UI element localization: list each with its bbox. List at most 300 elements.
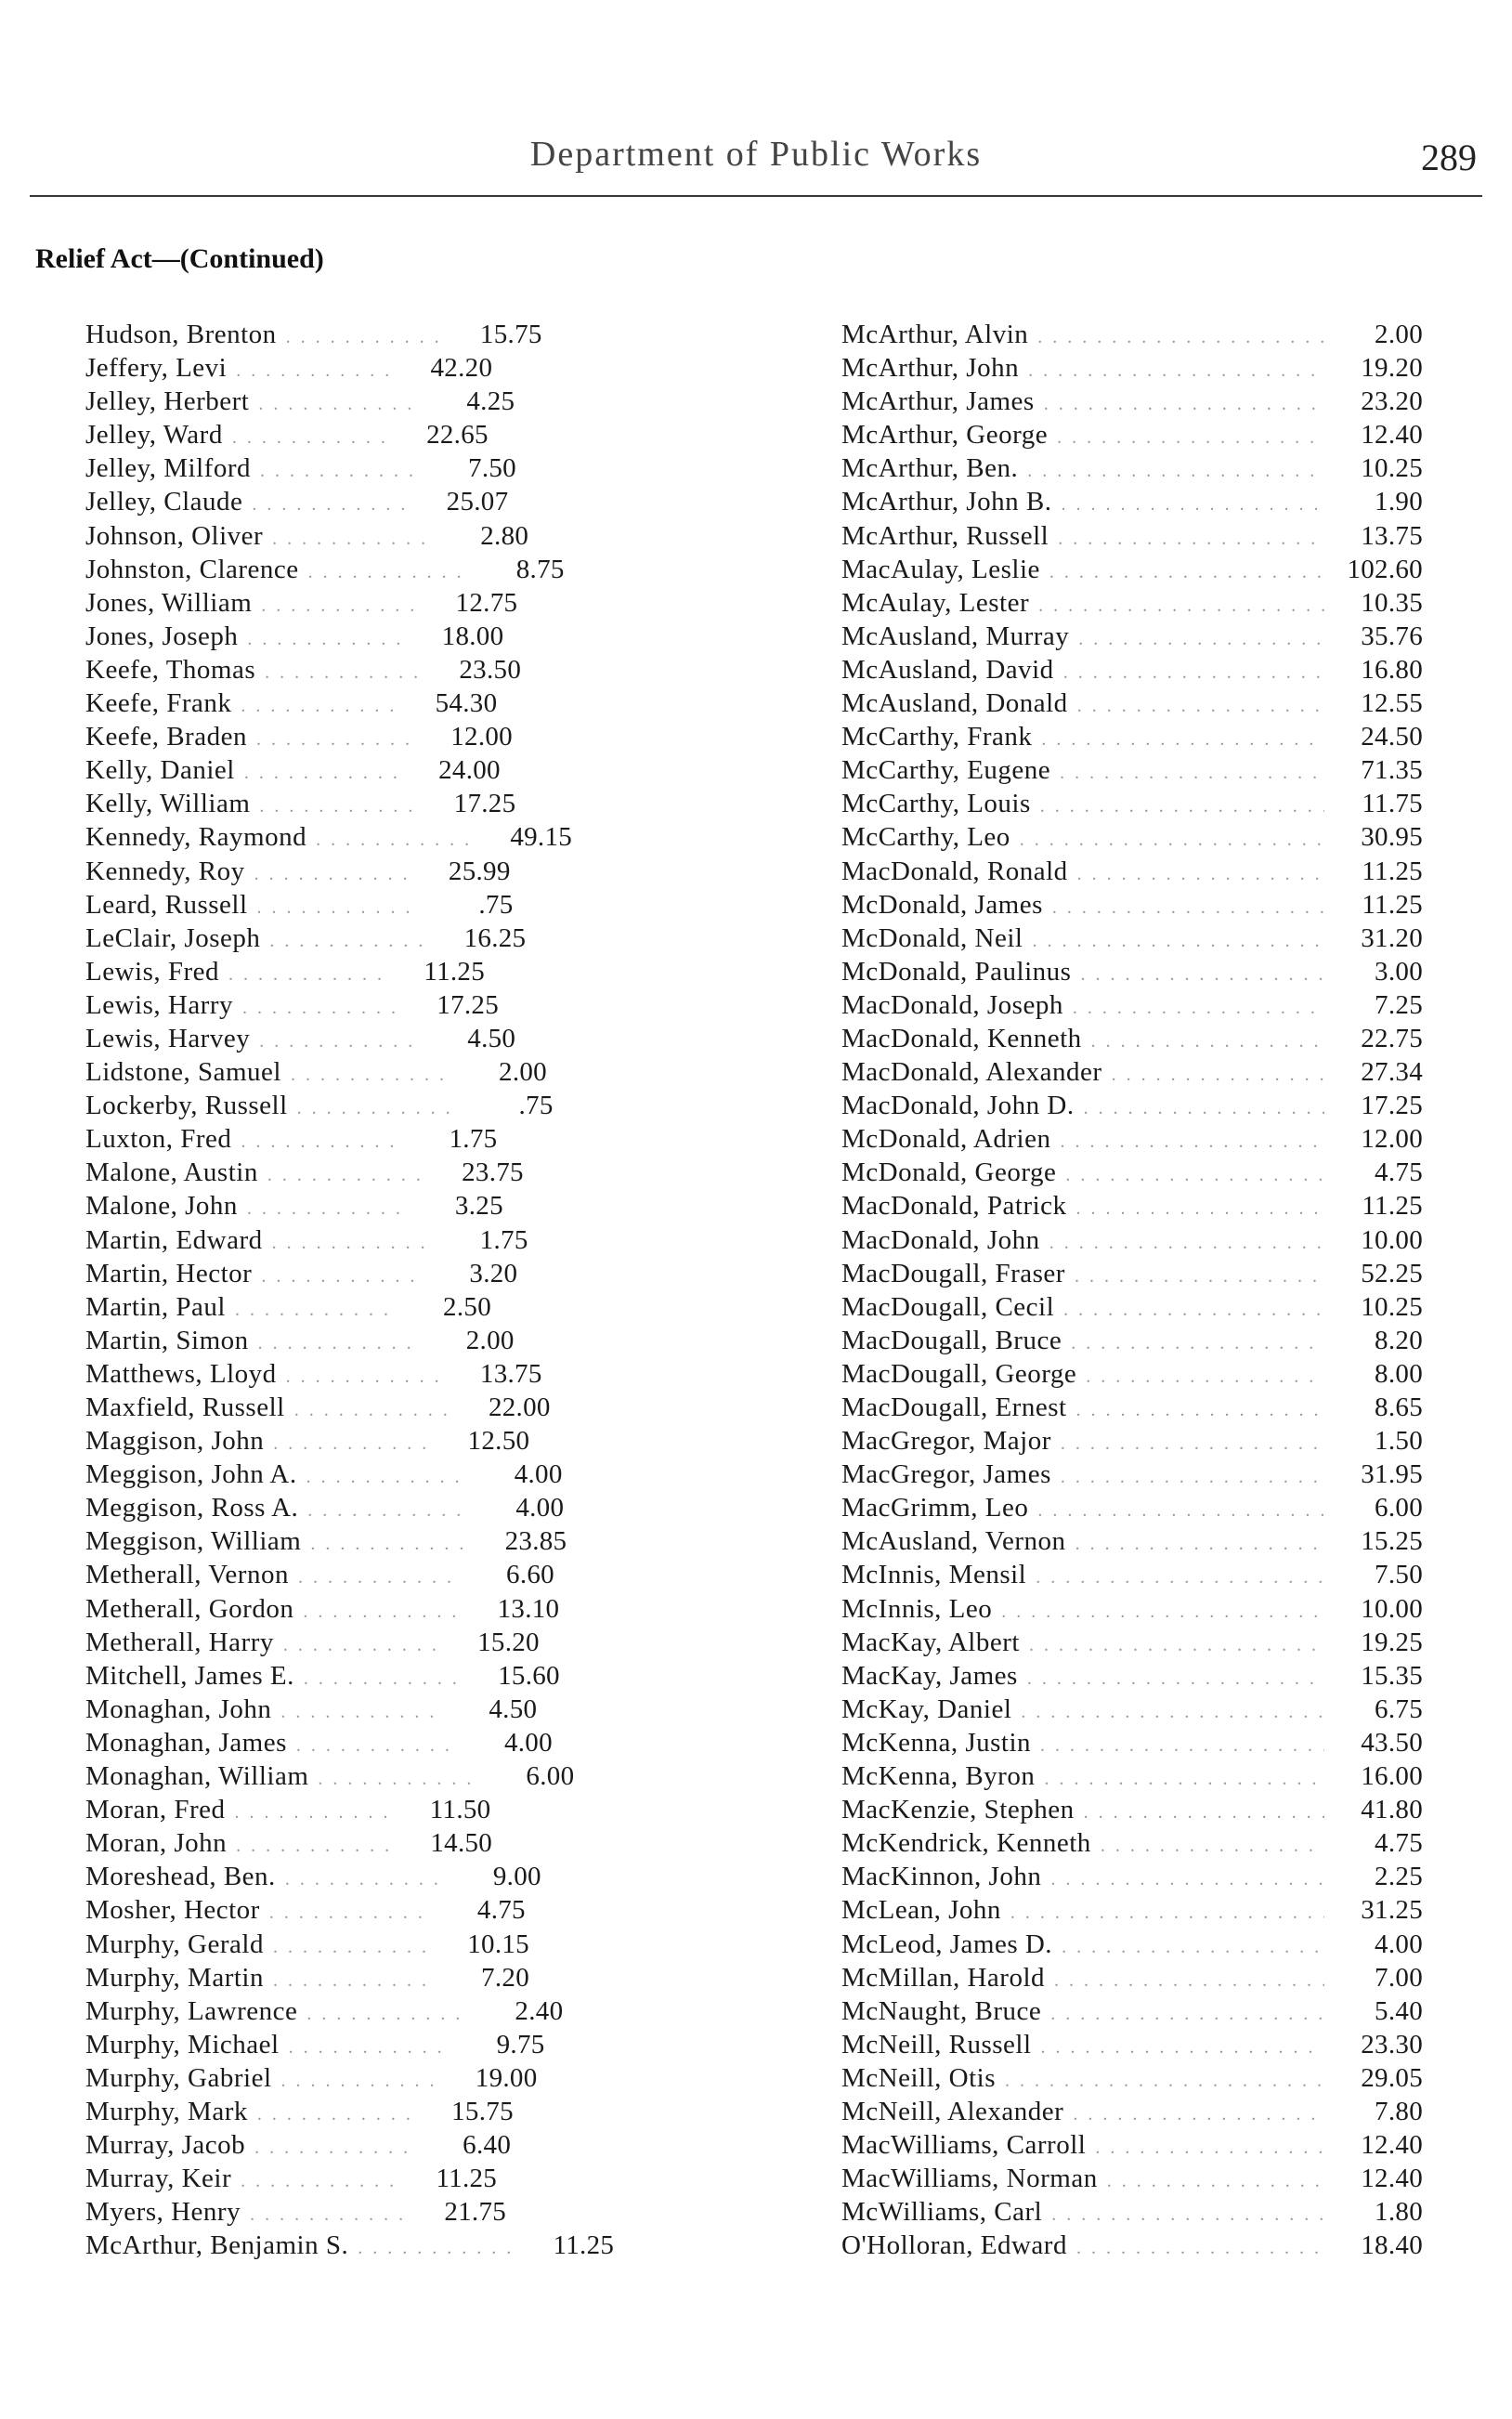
payee-name: MacGregor, James xyxy=(841,1459,1051,1490)
dot-leader xyxy=(256,723,414,756)
list-item xyxy=(85,686,661,720)
dot-leader xyxy=(1020,823,1324,856)
dot-leader xyxy=(298,1561,456,1594)
dot-leader xyxy=(308,556,466,589)
payment-amount: 2.40 xyxy=(515,1995,564,2026)
list-item xyxy=(85,1928,661,1961)
dot-leader xyxy=(1071,1327,1324,1360)
payment-amount: 41.80 xyxy=(1361,1795,1423,1825)
list-item xyxy=(85,1055,661,1089)
payee-name: McInnis, Leo xyxy=(841,1593,993,1624)
dot-leader xyxy=(281,2064,439,2098)
payee-name: Moran, John xyxy=(85,1828,228,1859)
dot-leader xyxy=(296,1729,454,1762)
payee-name: Meggison, William xyxy=(85,1526,302,1557)
payee-name: Lewis, Fred xyxy=(85,956,220,987)
list-item xyxy=(841,855,1423,888)
list-item xyxy=(85,1122,661,1156)
dot-leader xyxy=(254,857,412,891)
dot-leader xyxy=(235,1293,393,1327)
payment-amount: 11.25 xyxy=(1362,856,1423,886)
dot-leader xyxy=(1044,1762,1324,1796)
dot-leader xyxy=(1010,1896,1324,1929)
payment-amount: 10.35 xyxy=(1361,587,1423,618)
dot-leader xyxy=(272,522,430,556)
payment-amount: 54.30 xyxy=(435,688,498,719)
dot-leader xyxy=(306,1460,464,1494)
payee-name: Martin, Edward xyxy=(85,1224,263,1255)
dot-leader xyxy=(247,622,405,656)
list-item xyxy=(85,888,661,922)
list-item xyxy=(841,2028,1423,2061)
list-item xyxy=(85,1626,661,1659)
payee-name: Murray, Keir xyxy=(85,2164,232,2194)
dot-leader xyxy=(1061,1427,1324,1460)
payee-name: MacDougall, Ernest xyxy=(841,1393,1067,1422)
dot-leader xyxy=(1091,1025,1324,1058)
payee-name: Martin, Simon xyxy=(85,1325,249,1355)
payment-amount: 17.25 xyxy=(453,789,516,819)
payment-amount: 52.25 xyxy=(1361,1258,1423,1288)
list-item xyxy=(841,2095,1423,2128)
dot-leader xyxy=(1075,1527,1324,1561)
payee-name: McKenna, Justin xyxy=(841,1727,1032,1758)
payee-name: Matthews, Lloyd xyxy=(85,1358,277,1389)
list-item xyxy=(841,2061,1423,2095)
dot-leader xyxy=(254,2131,412,2164)
dot-leader xyxy=(265,656,423,689)
payment-amount: 7.50 xyxy=(1375,1560,1423,1590)
payee-name: McArthur, Benjamin S. xyxy=(85,2230,349,2261)
payee-name: Moran, Fred xyxy=(85,1795,226,1825)
list-item xyxy=(85,1424,661,1458)
dot-leader xyxy=(1028,354,1324,387)
dot-leader xyxy=(310,1527,468,1561)
list-item xyxy=(841,1089,1423,1122)
payment-amount: 4.50 xyxy=(467,1023,516,1053)
list-item xyxy=(841,1626,1423,1659)
dot-leader xyxy=(294,1393,452,1427)
payment-amount: 17.25 xyxy=(437,989,500,1020)
payee-name: Jeffery, Levi xyxy=(85,353,228,384)
dot-leader xyxy=(236,1829,394,1863)
list-item xyxy=(841,1928,1423,1961)
payee-name: Maxfield, Russell xyxy=(85,1393,285,1422)
dot-leader xyxy=(1058,522,1324,556)
list-item xyxy=(841,1424,1423,1458)
dot-leader xyxy=(280,1695,438,1729)
payment-amount: 16.00 xyxy=(1361,1761,1423,1792)
list-item xyxy=(841,2229,1423,2262)
payment-amount: 30.95 xyxy=(1361,822,1423,853)
list-item xyxy=(841,418,1423,451)
dot-leader xyxy=(285,1863,443,1896)
payee-name: McDonald, Paulinus xyxy=(841,956,1072,987)
payment-amount: 12.75 xyxy=(455,587,518,618)
list-item xyxy=(85,318,661,351)
dot-leader xyxy=(241,1125,398,1158)
payment-amount: 1.50 xyxy=(1375,1426,1423,1457)
list-item xyxy=(85,2229,661,2262)
payee-name: Murphy, Mark xyxy=(85,2096,248,2126)
payee-name: McCarthy, Louis xyxy=(841,789,1031,819)
dot-leader xyxy=(1021,1695,1324,1729)
dot-leader xyxy=(252,488,410,521)
dot-leader xyxy=(1076,2231,1324,2265)
dot-leader xyxy=(261,589,419,622)
payee-name: McArthur, John B. xyxy=(841,487,1052,517)
payee-name: Moreshead, Ben. xyxy=(85,1862,276,1892)
payee-name: Malone, John xyxy=(85,1191,238,1222)
payment-amount: 4.75 xyxy=(476,1895,526,1926)
list-item xyxy=(85,1524,661,1558)
right-column-list xyxy=(841,318,1423,2262)
dot-leader xyxy=(1005,2064,1324,2098)
payee-name: MacDougall, Fraser xyxy=(841,1258,1065,1288)
list-item xyxy=(841,1156,1423,1189)
payment-amount: 9.00 xyxy=(492,1862,541,1892)
payment-amount: 12.00 xyxy=(1361,1124,1423,1155)
dot-leader xyxy=(1044,387,1324,421)
dot-leader xyxy=(258,1327,416,1360)
list-item xyxy=(841,753,1423,787)
payee-name: Lewis, Harry xyxy=(85,989,234,1020)
dot-leader xyxy=(260,454,418,488)
payee-name: Jelley, Milford xyxy=(85,453,251,484)
payee-name: McKenna, Byron xyxy=(841,1761,1036,1792)
list-item xyxy=(85,2128,661,2162)
payee-name: McArthur, John xyxy=(841,353,1020,384)
payee-name: McArthur, Ben. xyxy=(841,453,1019,484)
dot-leader xyxy=(1084,1092,1324,1125)
payee-name: MacKenzie, Stephen xyxy=(841,1795,1075,1825)
payee-name: MacDougall, Cecil xyxy=(841,1291,1055,1322)
dot-leader xyxy=(1065,1158,1324,1192)
payment-amount: 43.50 xyxy=(1361,1727,1423,1758)
dot-leader xyxy=(283,1628,441,1662)
dot-leader xyxy=(1073,991,1324,1025)
payee-name: Johnston, Clarence xyxy=(85,554,299,584)
payee-name: McNeill, Russell xyxy=(841,2029,1032,2059)
payment-amount: 2.80 xyxy=(480,520,529,551)
payee-name: McAusland, Donald xyxy=(841,688,1068,719)
payment-amount: 12.00 xyxy=(450,722,513,752)
list-item xyxy=(85,1726,661,1759)
list-item xyxy=(85,2195,661,2229)
payment-amount: 4.50 xyxy=(489,1693,538,1724)
payment-amount: 16.25 xyxy=(463,922,527,953)
dot-leader xyxy=(1001,1595,1324,1628)
list-item xyxy=(841,1759,1423,1793)
list-item xyxy=(841,1257,1423,1290)
payment-amount: 5.40 xyxy=(1375,1995,1423,2026)
payment-amount: 2.00 xyxy=(1375,320,1423,349)
payment-amount: 11.25 xyxy=(1362,889,1423,920)
dot-leader xyxy=(1062,1930,1324,1964)
dot-leader xyxy=(1060,756,1324,790)
payment-amount: 14.50 xyxy=(430,1828,493,1859)
list-item xyxy=(841,1961,1423,1994)
payment-amount: 1.90 xyxy=(1375,487,1423,517)
payment-amount: 24.00 xyxy=(438,755,501,786)
list-item xyxy=(85,1391,661,1424)
dot-leader xyxy=(259,790,417,823)
list-item xyxy=(85,1257,661,1290)
payment-amount: 29.05 xyxy=(1361,2062,1423,2093)
payee-name: Mosher, Hector xyxy=(85,1895,260,1926)
payment-amount: 15.35 xyxy=(1361,1660,1423,1691)
payment-amount: 49.15 xyxy=(510,822,573,853)
payee-name: Martin, Paul xyxy=(85,1291,226,1322)
payee-name: McLean, John xyxy=(841,1895,1001,1926)
payee-name: McDonald, George xyxy=(841,1157,1057,1188)
list-item xyxy=(841,385,1423,418)
payment-amount: 8.20 xyxy=(1375,1325,1423,1355)
dot-leader xyxy=(1086,1360,1324,1393)
dot-leader xyxy=(1027,1662,1324,1695)
payee-name: McInnis, Mensil xyxy=(841,1560,1027,1590)
list-item xyxy=(85,1189,661,1223)
payment-amount: 2.00 xyxy=(465,1325,515,1355)
payment-amount: 23.85 xyxy=(504,1526,567,1557)
payment-amount: 4.00 xyxy=(515,1493,565,1523)
payment-amount: 13.10 xyxy=(497,1593,560,1624)
dot-leader xyxy=(272,1226,430,1260)
list-item xyxy=(85,753,661,787)
list-item xyxy=(85,1089,661,1122)
list-item xyxy=(841,1324,1423,1357)
list-item xyxy=(841,820,1423,854)
dot-leader xyxy=(269,1896,427,1929)
list-item xyxy=(841,1391,1423,1424)
payment-amount: 31.95 xyxy=(1361,1459,1423,1490)
payment-amount: 3.00 xyxy=(1375,956,1423,987)
dot-leader xyxy=(297,1092,455,1125)
payment-amount: 12.40 xyxy=(1361,420,1423,451)
payment-amount: 7.25 xyxy=(1375,989,1423,1020)
payee-name: McAulay, Lester xyxy=(841,587,1030,618)
payment-amount: 22.65 xyxy=(426,420,489,451)
payee-name: Monaghan, James xyxy=(85,1727,287,1758)
list-item xyxy=(85,1659,661,1693)
payee-name: McDonald, James xyxy=(841,889,1043,920)
payment-amount: 13.75 xyxy=(479,1358,542,1389)
dot-leader xyxy=(1032,924,1324,958)
payment-amount: 15.60 xyxy=(498,1660,560,1691)
payee-name: MacWilliams, Norman xyxy=(841,2164,1098,2194)
list-item xyxy=(841,1726,1423,1759)
dot-leader xyxy=(1095,2131,1324,2164)
list-item xyxy=(85,1994,661,2028)
section-heading: Relief Act—(Continued) xyxy=(35,243,324,274)
payment-amount: 15.75 xyxy=(451,2096,514,2126)
payment-amount: 35.76 xyxy=(1361,621,1423,651)
payment-amount: 1.80 xyxy=(1375,2197,1423,2228)
list-item xyxy=(841,1659,1423,1693)
payee-name: MacDonald, John D. xyxy=(841,1091,1075,1121)
payee-name: Luxton, Fred xyxy=(85,1124,232,1155)
payment-amount: 13.75 xyxy=(1361,520,1423,551)
payee-name: McLeod, James D. xyxy=(841,1929,1053,1959)
dot-leader xyxy=(1076,1192,1324,1225)
payee-name: Lockerby, Russell xyxy=(85,1091,288,1121)
payee-name: MacKay, James xyxy=(841,1660,1018,1691)
payee-name: McNeill, Alexander xyxy=(841,2096,1064,2126)
dot-leader xyxy=(1037,320,1324,354)
payee-name: MacKinnon, John xyxy=(841,1862,1042,1892)
dot-leader xyxy=(1037,1494,1324,1527)
payment-amount: 102.60 xyxy=(1347,554,1423,584)
list-item xyxy=(85,955,661,988)
payee-name: McMillan, Harold xyxy=(841,1962,1046,1993)
dot-leader xyxy=(250,2198,408,2231)
payment-amount: 10.00 xyxy=(1361,1593,1423,1624)
payee-name: McCarthy, Eugene xyxy=(841,755,1051,786)
dot-leader xyxy=(232,421,390,454)
payee-name: Monaghan, William xyxy=(85,1761,309,1792)
payment-amount: 8.00 xyxy=(1375,1358,1423,1389)
left-column-list xyxy=(85,318,661,2262)
dot-leader xyxy=(1077,857,1324,891)
payee-name: Murphy, Gabriel xyxy=(85,2062,272,2093)
dot-leader xyxy=(269,924,427,958)
dot-leader xyxy=(258,387,416,421)
payee-name: Jones, Joseph xyxy=(85,621,239,651)
dot-leader xyxy=(259,1025,417,1058)
payee-name: Kennedy, Roy xyxy=(85,856,245,886)
list-item xyxy=(841,988,1423,1022)
dot-leader xyxy=(1036,1561,1324,1594)
list-item xyxy=(841,888,1423,922)
payment-amount: 1.75 xyxy=(479,1224,528,1255)
list-item xyxy=(85,2162,661,2195)
list-item xyxy=(841,1491,1423,1524)
dot-leader xyxy=(1101,1829,1324,1863)
list-item xyxy=(841,1994,1423,2028)
payment-amount: 18.00 xyxy=(441,621,504,651)
dot-leader xyxy=(1027,454,1324,488)
list-item xyxy=(85,2028,661,2061)
dot-leader xyxy=(1049,1226,1324,1260)
list-item xyxy=(841,1558,1423,1591)
payee-name: MacDonald, Kenneth xyxy=(841,1023,1082,1053)
list-item xyxy=(841,1693,1423,1726)
list-item xyxy=(85,988,661,1022)
payment-amount: 12.50 xyxy=(467,1426,530,1457)
payee-name: McAusland, David xyxy=(841,654,1054,685)
payment-amount: 23.20 xyxy=(1361,386,1423,417)
dot-leader xyxy=(242,991,400,1025)
list-item xyxy=(85,2061,661,2095)
payment-amount: 23.30 xyxy=(1361,2029,1423,2059)
payee-name: Hudson, Brenton xyxy=(85,320,277,349)
payment-amount: 18.40 xyxy=(1361,2230,1423,2261)
payment-amount: .75 xyxy=(518,1091,554,1121)
payment-amount: .75 xyxy=(478,889,514,920)
payment-amount: 15.25 xyxy=(1361,1526,1423,1557)
dot-leader xyxy=(1073,2098,1324,2131)
dot-leader xyxy=(304,1662,462,1695)
payee-name: LeClair, Joseph xyxy=(85,922,261,953)
payee-name: MacGregor, Major xyxy=(841,1426,1051,1457)
payment-amount: 11.25 xyxy=(1362,1191,1423,1222)
payment-amount: 2.50 xyxy=(443,1291,491,1322)
payment-amount: 23.75 xyxy=(462,1157,524,1188)
payee-name: Jelley, Herbert xyxy=(85,386,250,417)
payee-name: Leard, Russell xyxy=(85,889,248,920)
dot-leader xyxy=(307,1494,465,1527)
payee-name: Martin, Hector xyxy=(85,1258,253,1288)
payment-amount: 8.65 xyxy=(1375,1393,1423,1422)
payee-name: McArthur, Russell xyxy=(841,520,1049,551)
payee-name: Kelly, Daniel xyxy=(85,755,235,786)
dot-leader xyxy=(241,689,398,723)
list-item xyxy=(85,1759,661,1793)
payee-name: Keefe, Thomas xyxy=(85,654,256,685)
payee-name: MacKay, Albert xyxy=(841,1627,1020,1657)
list-item xyxy=(841,686,1423,720)
list-item xyxy=(85,1826,661,1860)
payee-name: Monaghan, John xyxy=(85,1693,272,1724)
payee-name: Mitchell, James E. xyxy=(85,1660,294,1691)
list-item xyxy=(85,1290,661,1324)
list-item xyxy=(841,1022,1423,1055)
list-item xyxy=(841,2128,1423,2162)
list-item xyxy=(841,1055,1423,1089)
dot-leader xyxy=(228,958,386,991)
payment-amount: 7.00 xyxy=(1375,1962,1423,1993)
dot-leader xyxy=(234,1796,392,1829)
dot-leader xyxy=(1063,1293,1324,1327)
payee-name: McAusland, Vernon xyxy=(841,1526,1066,1557)
list-item xyxy=(85,451,661,485)
list-item xyxy=(85,620,661,653)
payee-name: Meggison, John A. xyxy=(85,1459,297,1490)
list-item xyxy=(841,318,1423,351)
list-item xyxy=(841,653,1423,686)
payment-amount: 12.55 xyxy=(1361,688,1423,719)
payee-name: McAusland, Murray xyxy=(841,621,1070,651)
list-item xyxy=(85,1693,661,1726)
payee-name: Lidstone, Samuel xyxy=(85,1057,281,1088)
payee-name: McArthur, Alvin xyxy=(841,320,1029,349)
payment-amount: 3.25 xyxy=(454,1191,503,1222)
list-item xyxy=(85,1223,661,1257)
list-item xyxy=(85,351,661,385)
payment-amount: 24.50 xyxy=(1361,722,1423,752)
list-item xyxy=(841,351,1423,385)
payee-name: MacDonald, Joseph xyxy=(841,989,1063,1020)
list-item xyxy=(85,787,661,820)
payment-amount: 1.75 xyxy=(449,1124,498,1155)
list-item xyxy=(85,519,661,553)
list-item xyxy=(841,451,1423,485)
dot-leader xyxy=(316,823,474,856)
payee-name: McWilliams, Carl xyxy=(841,2197,1043,2228)
list-item xyxy=(841,1357,1423,1391)
payee-name: Metherall, Harry xyxy=(85,1627,274,1657)
list-item xyxy=(85,1022,661,1055)
payee-name: McKay, Daniel xyxy=(841,1693,1012,1724)
list-item xyxy=(841,1826,1423,1860)
payment-amount: 9.75 xyxy=(496,2029,545,2059)
payee-name: McDonald, Adrien xyxy=(841,1124,1051,1155)
payment-amount: 17.25 xyxy=(1361,1091,1423,1121)
list-item xyxy=(85,855,661,888)
payment-amount: 4.75 xyxy=(1375,1157,1423,1188)
dot-leader xyxy=(1052,891,1324,924)
payee-name: McKendrick, Kenneth xyxy=(841,1828,1091,1859)
